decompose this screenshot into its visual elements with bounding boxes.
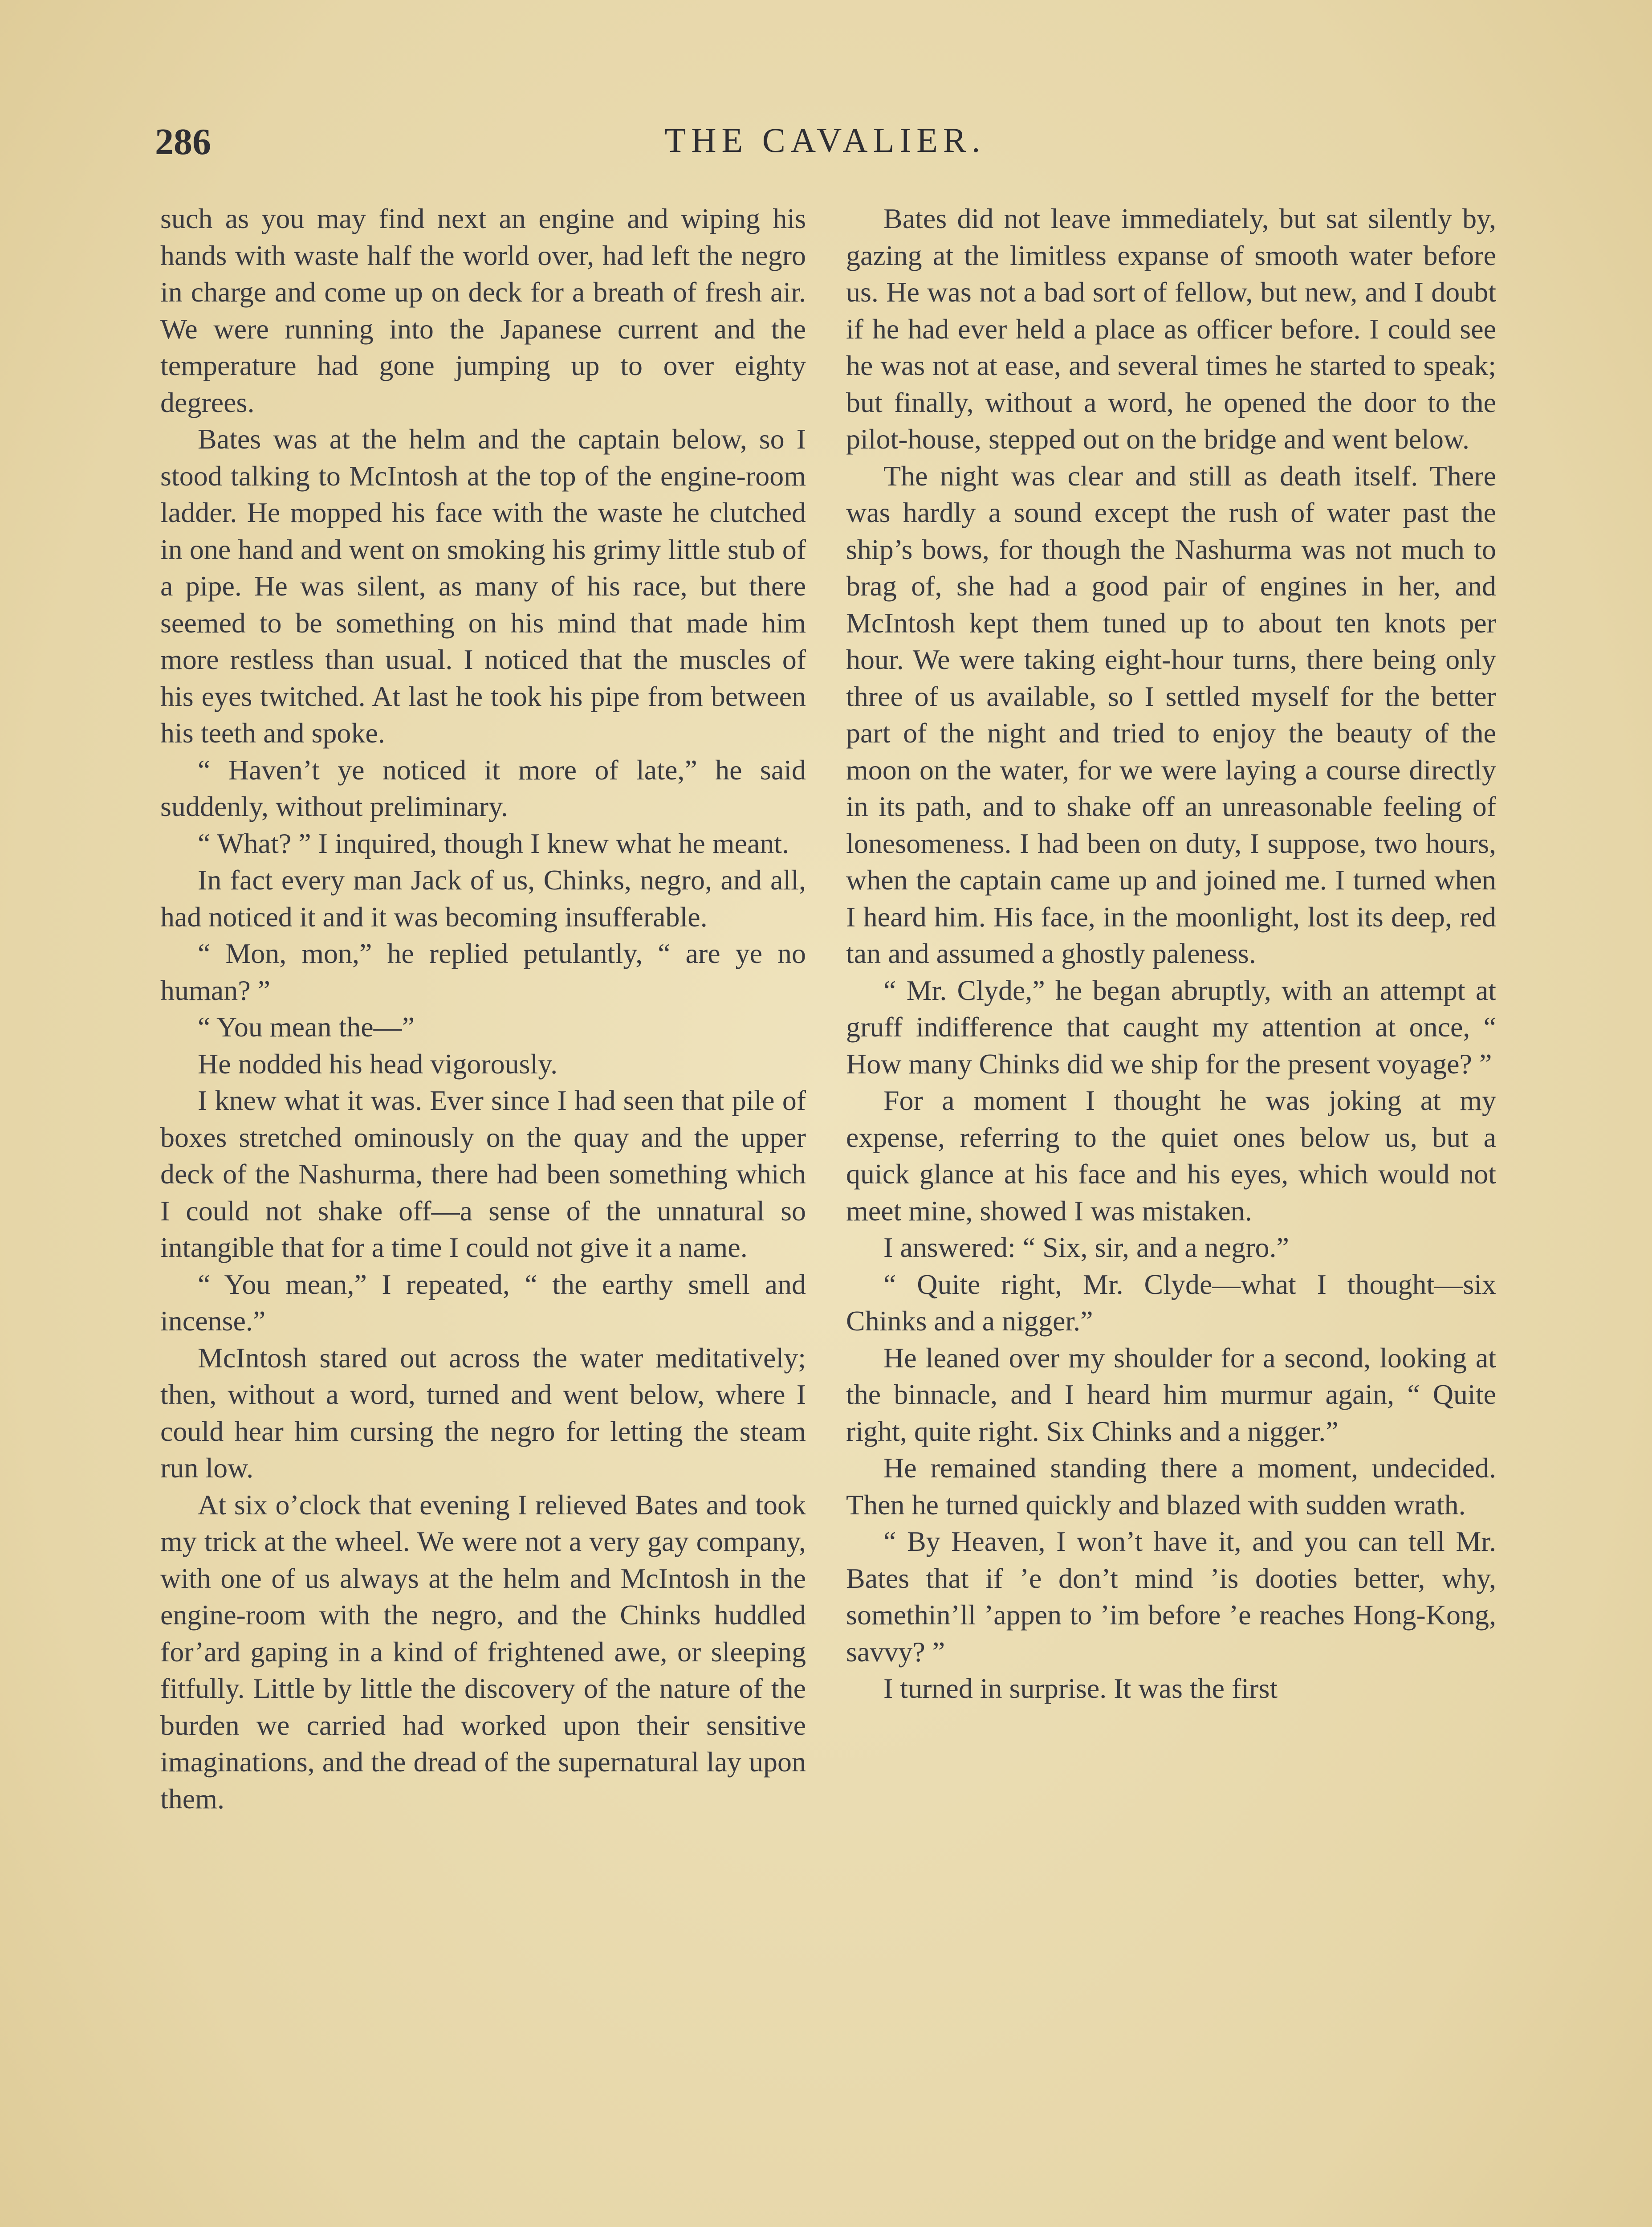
paragraph: “ You mean,” I repeated, “ the earthy smell and incense.” — [160, 1268, 806, 1337]
paragraph: such as you may find next an engine and wiping his hands with waste half the world over, had left the negro in charge and come up on deck for a breath of fresh air. We were running into the Japanese current and the temperature had gone jumping up to over eighty degrees. — [160, 203, 806, 418]
paragraph: “ You mean the—” — [198, 1011, 415, 1043]
page-number: 286 — [155, 121, 211, 163]
paragraph: I turned in surprise. It was the first — [883, 1672, 1278, 1704]
paragraph: “ By Heaven, I won’t have it, and you can tell Mr. Bates that if ’e don’t mind ’is dooties better, why, somethin’ll ’appen to ’im before ’e reaches Hong-Kong, savvy? ” — [846, 1525, 1496, 1668]
paragraph: “ Quite right, Mr. Clyde—what I thought—six Chinks and a nigger.” — [846, 1268, 1496, 1337]
paragraph: He nodded his head vigorously. — [198, 1048, 558, 1080]
paragraph: He remained standing there a moment, undecided. Then he turned quickly and blazed with sudden wrath. — [846, 1452, 1496, 1521]
paragraph: I knew what it was. Ever since I had seen that pile of boxes stretched ominously on the quay and the upper deck of the Nashurma, there had been something which I could not shake off—a sense of the unnatural so intangible that for a time I could not give it a name. — [160, 1085, 806, 1263]
paragraph: Bates did not leave immediately, but sat silently by, gazing at the limitless expanse of smooth water before us. He was not a bad sort of fellow, but new, and I doubt if he had ever held a place as officer before. I could see he was not at ease, and several times he started to speak; but finally, without a word, he opened the door to the pilot-house, stepped out on the bridge and went below. — [846, 203, 1496, 455]
left-text-column — [160, 200, 806, 2227]
journal-title: THE CAVALIER. — [664, 121, 986, 159]
paragraph: “ What? ” I inquired, though I knew what he meant. — [198, 827, 789, 859]
paragraph: “ Haven’t ye noticed it more of late,” he said suddenly, without preliminary. — [160, 754, 806, 822]
paragraph: Bates was at the helm and the captain below, so I stood talking to McIntosh at the top of the engine-room ladder. He mopped his face with the waste he clutched in one hand and went on smoking his grimy little stub of a pipe. He was silent, as many of his race, but there seemed to be something on his mind that made him more restless than usual. I noticed that the muscles of his eyes twitched. At last he took his pipe from between his teeth and spoke. — [160, 423, 806, 749]
paragraph: “ Mon, mon,” he replied petulantly, “ are ye no human? ” — [160, 938, 806, 1006]
paragraph: I answered: “ Six, sir, and a negro.” — [883, 1232, 1289, 1263]
paragraph: The night was clear and still as death itself. There was hardly a sound except the rush of water past the ship’s bows, for though the Nashurma was not much to brag of, she had a good pair of engines in her, and McIntosh kept them tuned up to about ten knots per hour. We were taking eight-hour turns, there being only three of us available, so I settled myself for the better part of the night and tried to enjoy the beauty of the moon on the water, for we were laying a course directly in its path, and to shake off an unreasonable feeling of lonesomeness. I had been on duty, I suppose, two hours, when the captain came up and joined me. I turned when I heard him. His face, in the moonlight, lost its deep, red tan and assumed a ghostly paleness. — [846, 460, 1496, 969]
paragraph: “ Mr. Clyde,” he began abruptly, with an attempt at gruff indifference that caught my attention at once, “ How many Chinks did we ship for the present voyage? ” — [846, 974, 1496, 1080]
paragraph: He leaned over my shoulder for a second, looking at the binnacle, and I heard him murmur again, “ Quite right, quite right. Six Chinks and a nigger.” — [846, 1342, 1496, 1447]
paragraph: McIntosh stared out across the water meditatively; then, without a word, turned and went below, where I could hear him cursing the negro for letting the steam run low. — [160, 1342, 806, 1484]
paragraph: For a moment I thought he was joking at my expense, referring to the quiet ones below us, but a quick glance at his face and his eyes, which would not meet mine, showed I was mistaken. — [846, 1085, 1496, 1227]
running-head — [155, 120, 1495, 174]
paragraph: At six o’clock that evening I relieved Bates and took my trick at the wheel. We were not a very gay company, with one of us always at the helm and McIntosh in the engine-room with the negro, and the Chinks huddled for’ard gaping in a kind of frightened awe, or sleeping fitfully. Little by little the discovery of the nature of the burden we carried had worked upon their sensitive imaginations, and the dread of the supernatural lay upon them. — [160, 1489, 806, 1815]
right-text-column — [846, 200, 1496, 2227]
paragraph: In fact every man Jack of us, Chinks, negro, and all, had noticed it and it was becoming insufferable. — [160, 864, 806, 933]
